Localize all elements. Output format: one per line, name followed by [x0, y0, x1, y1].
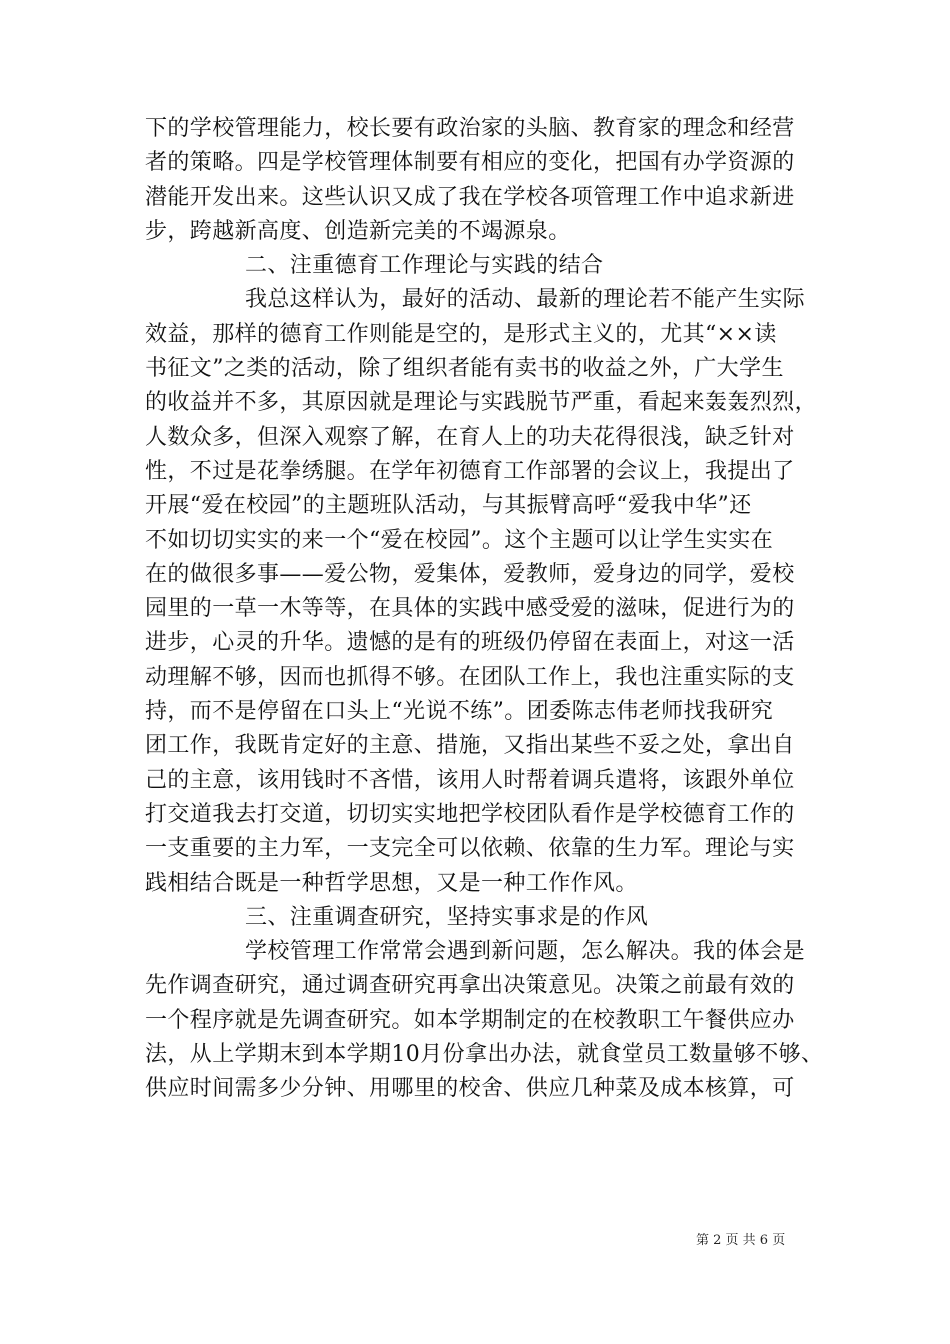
text-line: 园里的一草一木等等，在具体的实践中感受爱的滋味，促进行为的	[145, 596, 795, 622]
text-line: 性，不过是花拳绣腿。在学年初德育工作部署的会议上，我提出了	[145, 458, 795, 484]
text-line: 不如切切实实的来一个“爱在校园”。这个主题可以让学生实实在	[145, 527, 774, 553]
text-line: 践相结合既是一种哲学思想，又是一种工作作风。	[145, 870, 638, 896]
text-line: 法，从上学期末到本学期10月份拿出办法，就食堂员工数量够不够、	[145, 1042, 824, 1068]
text-line: 己的主意，该用钱时不吝惜，该用人时帮着调兵遣将，该跟外单位	[145, 767, 795, 793]
text-line: 下的学校管理能力，校长要有政治家的头脑、教育家的理念和经营	[145, 116, 795, 141]
text-line: 人数众多，但深入观察了解，在育人上的功夫花得很浅，缺乏针对	[145, 424, 795, 450]
text-line: 步，跨越新高度、创造新完美的不竭源泉。	[145, 218, 571, 244]
text-line: 在的做很多事——爱公物，爱集体，爱教师，爱身边的同学，爱校	[145, 561, 795, 587]
text-line: 供应时间需多少分钟、用哪里的校舍、供应几种菜及成本核算，可	[145, 1076, 795, 1102]
text-line: 的收益并不多，其原因就是理论与实践脱节严重，看起来轰轰烈烈，	[145, 390, 818, 416]
text-line: 书征文”之类的活动，除了组织者能有卖书的收益之外，广大学生	[145, 356, 784, 382]
text-line: 动理解不够，因而也抓得不够。在团队工作上，我也注重实际的支	[145, 664, 795, 690]
text-line: 我总这样认为，最好的活动、最新的理论若不能产生实际	[245, 287, 806, 313]
section-heading-3: 三、注重调查研究，坚持实事求是的作风	[245, 904, 649, 930]
text-line: 进步，心灵的升华。遗憾的是有的班级仍停留在表面上，对这一活	[145, 630, 795, 656]
text-line: 一支重要的主力军，一支完全可以依赖、依靠的生力军。理论与实	[145, 836, 795, 862]
section-heading-2: 二、注重德育工作理论与实践的结合	[245, 253, 604, 279]
text-line: 效益，那样的德育工作则能是空的，是形式主义的，尤其“××读	[145, 321, 777, 347]
text-line: 者的策略。四是学校管理体制要有相应的变化，把国有办学资源的	[145, 150, 795, 176]
text-line: 学校管理工作常常会遇到新问题，怎么解决。我的体会是	[245, 939, 806, 965]
document-body	[145, 112, 824, 1107]
text-line: 一个程序就是先调查研究。如本学期制定的在校教职工午餐供应办	[145, 1007, 795, 1033]
text-line: 持，而不是停留在口头上“光说不练”。团委陈志伟老师找我研究	[145, 699, 774, 725]
page-footer: 第 2 页 共 6 页	[696, 1233, 786, 1248]
text-line: 团工作，我既肯定好的主意、措施，又指出某些不妥之处，拿出自	[145, 733, 795, 759]
text-line: 打交道我去打交道，切切实实地把学校团队看作是学校德育工作的	[145, 801, 795, 827]
text-line: 开展“爱在校园”的主题班队活动，与其振臂高呼“爱我中华”还	[145, 493, 752, 519]
text-line: 潜能开发出来。这些认识又成了我在学校各项管理工作中追求新进	[145, 184, 795, 210]
text-line: 先作调查研究，通过调查研究再拿出决策意见。决策之前最有效的	[145, 973, 795, 999]
